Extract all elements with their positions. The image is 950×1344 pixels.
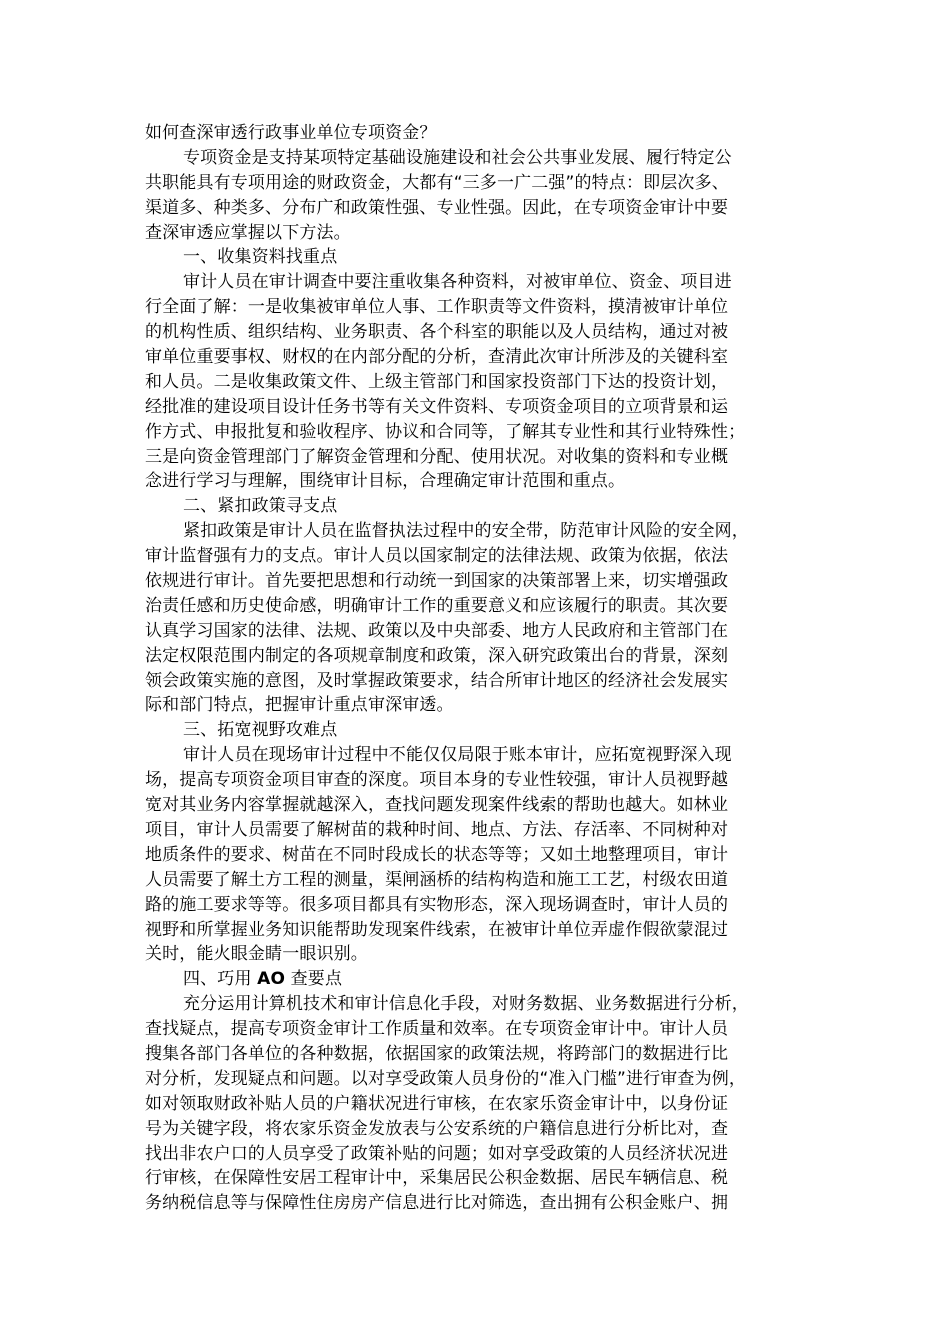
document-page [145, 121, 840, 1216]
section-heading-1: 一、收集资料找重点 [183, 247, 338, 268]
section4-line: 查找疑点，提高专项资金审计工作质量和效率。在专项资金审计中。审计人员 [145, 1019, 729, 1040]
section4-line: 如对领取财政补贴人员的户籍状况进行审核，在农家乐资金审计中，以身份证 [145, 1093, 729, 1114]
section1-line: 经批准的建设项目设计任务书等有关文件资料、专项资金项目的立项背景和运 [145, 396, 729, 417]
section3-line: 人员需要了解土方工程的测量，渠闸涵桥的结构构造和施工工艺，村级农田道 [145, 869, 729, 890]
section3-line: 视野和所掌握业务知识能帮助发现案件线索，在被审计单位弄虚作假欲蒙混过 [145, 919, 729, 940]
section3-line: 宽对其业务内容掌握就越深入，查找问题发现案件线索的帮助也越大。如林业 [145, 795, 729, 816]
section2-line: 际和部门特点，把握审计重点审深审透。 [145, 695, 454, 716]
section4-heading-ao: AO [257, 969, 286, 990]
section2-line: 领会政策实施的意图，及时掌握政策要求，结合所审计地区的经济社会发展实 [145, 670, 729, 691]
intro-line: 查深审透应掌握以下方法。 [145, 222, 351, 243]
section4-line: 充分运用计算机技术和审计信息化手段，对财务数据、业务数据进行分析， [183, 994, 749, 1015]
section1-line: 和人员。二是收集政策文件、上级主管部门和国家投资部门下达的投资计划， [145, 371, 729, 392]
section3-line: 场，提高专项资金项目审查的深度。项目本身的专业性较强，审计人员视野越 [145, 770, 729, 791]
section2-line: 治责任感和历史使命感，明确审计工作的重要意义和应该履行的职责。其次要 [145, 595, 729, 616]
section4-line: 搜集各部门各单位的各种数据，依据国家的政策法规，将跨部门的数据进行比 [145, 1043, 729, 1064]
intro-line: 专项资金是支持某项特定基础设施建设和社会公共事业发展、履行特定公 [183, 147, 732, 168]
section-heading-4 [145, 967, 840, 992]
section2-line: 审计监督强有力的支点。审计人员以国家制定的法律法规、政策为依据，依法 [145, 546, 729, 567]
section4-line: 号为关键字段，将农家乐资金发放表与公安系统的户籍信息进行分析比对，查 [145, 1118, 729, 1139]
section4-line: 找出非农户口的人员享受了政策补贴的问题；如对享受政策的人员经济状况进 [145, 1143, 729, 1164]
section1-line: 作方式、申报批复和验收程序、协议和合同等，了解其专业性和其行业特殊性； [145, 421, 746, 442]
section4-line: 务纳税信息等与保障性住房房产信息进行比对筛选，查出拥有公积金账户、拥 [145, 1193, 729, 1214]
section4-line: 对分析，发现疑点和问题。以对享受政策人员身份的“准入门槛”进行审查为例， [145, 1068, 747, 1089]
section2-line: 依规进行审计。首先要把思想和行动统一到国家的决策部署上来，切实增强政 [145, 571, 729, 592]
document-title: 如何查深审透行政事业单位专项资金？ [145, 123, 437, 143]
section-heading-2: 二、紧扣政策寻支点 [183, 496, 338, 517]
section3-line: 审计人员在现场审计过程中不能仅仅局限于账本审计，应拓宽视野深入现 [183, 745, 732, 766]
section1-line: 审计人员在审计调查中要注重收集各种资料，对被审单位、资金、项目进 [183, 272, 732, 293]
section4-heading-suffix: 查要点 [290, 969, 343, 990]
section2-line: 认真学习国家的法律、法规、政策以及中央部委、地方人民政府和主管部门在 [145, 620, 729, 641]
section2-line: 法定权限范围内制定的各项规章制度和政策，深入研究政策出台的背景，深刻 [145, 645, 729, 666]
section1-line: 行全面了解：一是收集被审单位人事、工作职责等文件资料，摸清被审计单位 [145, 297, 729, 318]
section1-line: 三是向资金管理部门了解资金管理和分配、使用状况。对收集的资料和专业概 [145, 446, 729, 467]
section3-line: 项目，审计人员需要了解树苗的栽种时间、地点、方法、存活率、不同树种对 [145, 819, 729, 840]
section4-line: 行审核，在保障性安居工程审计中，采集居民公积金数据、居民车辆信息、税 [145, 1168, 729, 1189]
section4-heading-prefix: 四、巧用 [183, 969, 252, 990]
intro-line: 渠道多、种类多、分布广和政策性强、专业性强。因此，在专项资金审计中要 [145, 197, 729, 218]
section1-line: 念进行学习与理解，围绕审计目标，合理确定审计范围和重点。 [145, 471, 626, 492]
section-heading-3: 三、拓宽视野攻难点 [183, 720, 338, 741]
section2-line: 紧扣政策是审计人员在监督执法过程中的安全带，防范审计风险的安全网， [183, 521, 749, 542]
section3-line: 关时，能火眼金睛一眼识别。 [145, 944, 368, 965]
section3-line: 地质条件的要求、树苗在不同时段成长的状态等等；又如土地整理项目，审计 [145, 844, 729, 865]
section1-line: 的机构性质、组织结构、业务职责、各个科室的职能以及人员结构，通过对被 [145, 322, 729, 343]
section3-line: 路的施工要求等等。很多项目都具有实物形态，深入现场调查时，审计人员的 [145, 894, 729, 915]
section1-line: 审单位重要事权、财权的在内部分配的分析，查清此次审计所涉及的关键科室 [145, 347, 729, 368]
intro-line: 共职能具有专项用途的财政资金，大都有“三多一广二强”的特点：即层次多、 [145, 172, 729, 193]
